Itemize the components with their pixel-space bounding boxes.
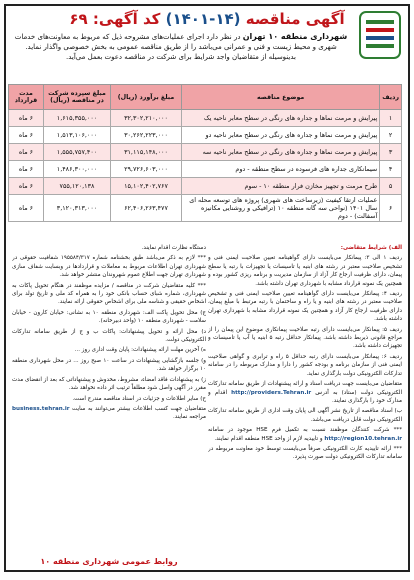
paragraph-text: و تاییدیه لازم از واحد HSE منطقه اقدام نمایند. — [214, 435, 323, 442]
paragraph — [208, 380, 402, 405]
table-header-row — [9, 85, 402, 110]
notice-header — [6, 6, 408, 80]
subtitle-lead: شهرداری منطقه ۱۰ تهران — [242, 32, 348, 41]
cell-subject: طرح مرمت و تجهیز مخازن فرار منطقه ۱۰ - سوم — [182, 178, 380, 195]
paragraph-text: مراجعه نمایند. — [172, 414, 206, 421]
cell-duration: ۶ ماه — [9, 144, 44, 161]
right-column — [208, 244, 402, 564]
notice-subtitle — [12, 32, 350, 62]
cell-estimate: ۳۲,۳۰۲,۲۱۰,۰۰۰ — [111, 110, 182, 127]
cell-estimate: ۳۰,۲۶۲,۲۲۳,۰۰۰ — [111, 127, 182, 144]
th-estimate: مبلغ برآورد (ریال) — [111, 85, 182, 110]
cell-subject: پیرایش و مرمت نماها و جداره های رنگی در سطح معابر ناحیه یک — [182, 110, 380, 127]
paragraph-text: *** شرکت کنندگان موظفند نسبت به تکمیل فرم HSE موجود در سامانه — [208, 427, 402, 434]
cell-duration: ۶ ماه — [9, 195, 44, 222]
paragraph-text: متقاضیان می‌بایست جهت دریافت اسناد و ارائه پیشنهادات از طریق سامانه تدارکات الکترونیکی دولت (ستاد) به آدرس — [208, 381, 402, 396]
th-subject: موضوع مناقصه — [182, 85, 380, 110]
th-deposit: مبلغ سپرده شرکت در مناقصه (ریال) — [44, 85, 111, 110]
region10-link[interactable]: http://region10.tehran.ir — [324, 435, 402, 442]
paragraph: دستگاه نظارت اقدام نمایند. — [141, 245, 206, 251]
cell-subject: پیرایش و مرمت نماها و جداره های رنگی در سطح معابر ناحیه دو — [182, 127, 380, 144]
cell-subject: عملیات ارتقا کیفیت (زیرساخت های شهری) پروژه های توسعه محله ای سال ۱۴۰۱ (نواحی سه گانه منطقه ۱۰ (ترافیکی و روشنایی مکانیزه آسفالت) - دوم — [182, 195, 380, 222]
tehran-municipality-logo — [358, 10, 402, 60]
cell-deposit: ۱,۵۱۳,۱۰۶,۰۰۰ — [44, 127, 111, 144]
cell-row-no: ۲ — [380, 127, 402, 144]
table-row — [9, 161, 402, 178]
paragraph: د) محل ارائه و تحویل پیشنهادات: پاکات ب و ج از طریق سامانه تدارکات الکترونیکی دولت. — [12, 328, 206, 344]
title-word: آگهی مناقصه — [245, 10, 345, 28]
cell-deposit: ۳,۱۲۰,۳۱۳,۰۰۰ — [44, 195, 111, 222]
cell-deposit: ۱,۵۵۵,۷۵۷,۴۰۰ — [44, 144, 111, 161]
table-row — [9, 178, 402, 195]
cell-duration: ۶ ماه — [9, 127, 44, 144]
paragraph: ز) به پیشنهادات فاقد امضاء، مشروط، مخدوش و پیشنهاداتی که بعد از انقضای مدت مقرر در آگهی واصل شود مطلقاً ترتیب اثر داده نخواهد شد. — [12, 376, 206, 392]
paragraph: ه) آخرین مهلت ارائه پیشنهادات: پایان وقت اداری روز ... — [74, 347, 206, 354]
cell-estimate: ۳۱,۱۱۵,۱۴۸,۰۰۰ — [111, 144, 182, 161]
th-duration: مدت قرارداد — [9, 85, 44, 110]
cell-deposit: ۱,۶۱۵,۳۵۵,۰۰۰ — [44, 110, 111, 127]
conditions-heading: الف) شرایط متقاضی: — [340, 245, 402, 251]
paragraph: و) جلسه بازگشایی پیشنهادات در ساعت ۱۰ صبح روز ... در محل شهرداری منطقه ۱۰ برگزار خواهد شد. — [12, 357, 206, 373]
cell-row-no: ۴ — [380, 161, 402, 178]
cell-estimate: ۲۹,۷۲۶,۶۰۳,۰۰۰ — [111, 161, 182, 178]
cell-row-no: ۱ — [380, 110, 402, 127]
table-row — [9, 110, 402, 127]
cell-duration: ۶ ماه — [9, 178, 44, 195]
paragraph: *** لازم به ذکر می‌باشد طبق بخشنامه شماره ۱۹۵۵۸۴/۳۱۷ شفافیت حقوقی در شهرداری تهران اطلاعات مربوط به معاملات و قراردادها در وبسایت شفاف سازی شهرداری تهران جهت اطلاع عموم شهروندان منتشر خواهد شد. — [12, 255, 206, 279]
cell-duration: ۶ ماه — [9, 110, 44, 127]
cell-row-no: ۳ — [380, 144, 402, 161]
paragraph: ردیف ۶: پیمانکار می‌بایست دارای رتبه حداقل ۵ راه و ترابری و گواهی صلاحیت ایمنی فنی از سازمان برنامه و بودجه کشور را دارا و مدارک مربوطه را در سامانه تدارکات الکترونیکی دولت بارگذاری نماید. — [208, 353, 402, 377]
providers-link[interactable]: http://providers.Tehran.ir — [231, 389, 312, 396]
table-row — [9, 127, 402, 144]
cell-estimate: ۱۵,۱۰۲,۴۰۲,۷۶۷ — [111, 178, 182, 195]
cell-estimate: ۶۲,۴۰۶,۲۶۳,۴۷۷ — [111, 195, 182, 222]
paragraph: *** کلیه متقاضیان شرکت در مناقصه / مزایده موظفند در هنگام تحویل پاکات به شهرداری، شماره شبای حساب بانکی خود را به همراه کد ملی و تاریخ تولد برای اشخاص حقیقی و شناسه ملی برای اشخاص حقوقی ارائه نمایند. — [12, 282, 206, 306]
left-column — [12, 244, 206, 564]
public-relations-signature: روابط عمومی شهرداری منطقه ۱۰ — [40, 557, 178, 566]
notice-body — [12, 244, 402, 564]
notice-title — [66, 10, 348, 28]
paragraph: ب) اسناد مناقصه از تاریخ نشر آگهی الی پایان وقت اداری از طریق سامانه تدارکات الکترونیکی دولت قابل دریافت می‌باشد. — [208, 408, 402, 423]
paragraph-text: متقاضیان جهت کسب اطلاعات بیشتر می‌توانند به سایت — [72, 405, 206, 412]
paragraph: ح) سایر اطلاعات و جزئیات در اسناد مناقصه مندرج است. — [72, 395, 206, 402]
paragraph: ردیف ۵: پیمانکار می‌بایست دارای رتبه صلاحیت پیمانکاری موضوع این پیمان را از مراجع قانونی ذیربط داشته باشد. پیمانکار حداقل رتبه ۵ ابنیه یا آب یا تاسیسات و تجهیزات داشته باشد. — [208, 326, 402, 350]
subtitle-rest: در نظر دارد اجرای عملیات‌های مشروحه ذیل که مربوط به معاونت‌های خدمات شهری و محیط زیست و فنی و عمرانی می‌باشد را از طریق مناقصه عمومی به بخش خصوصی واگذار نماید. بدینوسیله از متقاضیان واجد شرایط برای شرکت در مناقصه دعوت بعمل می‌آید. — [14, 33, 337, 61]
paragraph — [208, 426, 402, 443]
paragraph: ردیف ۱ الی ۳: پیمانکار می‌بایست دارای گواهینامه تعیین صلاحیت ایمنی فنی و تشخیص صلاحیت معتبر در رشته های ابنیه یا تاسیسات یا تجهیزات با رتبه یا سطح پیمان، دارای ظرفیت ارجاع کار آزاد از سازمان مدیریت و برنامه ریزی کشور بوده و همچنین یک نمونه قرارداد مشابه با شهرداری تهران داشته باشد. — [208, 255, 402, 287]
paragraph-text: اقدام و مدارک خود را بارگذاری نمایند. — [208, 389, 402, 404]
cell-deposit: ۷۵۵,۱۲۰,۱۳۸ — [44, 178, 111, 195]
cell-duration: ۶ ماه — [9, 161, 44, 178]
cell-deposit: ۱,۴۸۶,۳۰۰,۰۰۰ — [44, 161, 111, 178]
tender-notice — [4, 4, 410, 572]
business-link[interactable]: business.tehran.ir — [12, 405, 70, 412]
paragraph: *** ارائه تاییدیه کارت الکترونیکی صرفاً می‌بایست توسط خود معاونت مربوطه در سامانه تدارکات الکترونیکی دولت صورت پذیرد. — [208, 445, 402, 461]
cell-subject: پیرایش و مرمت نماها و جداره های رنگی در سطح معابر ناحیه سه — [182, 144, 380, 161]
ad-code: کد آگهی: ۶۹ — [69, 10, 161, 28]
cell-row-no: ۵ — [380, 178, 402, 195]
tender-table — [8, 84, 402, 222]
paragraph: ج) محل تحویل پاکت الف: شهرداری منطقه ۱۰ به نشانی: خیابان کارون - خیابان سلامت - شهرداری منطقه ۱۰ (واحد دبیرخانه). — [12, 309, 206, 325]
cell-row-no: ۶ — [380, 195, 402, 222]
paragraph: ردیف ۴: پیمانکار می‌بایست دارای گواهینامه تعیین صلاحیت ایمنی فنی و تشخیص صلاحیت معتبر در رشته های ابنیه و یا راه و ساختمان با رتبه مرتبط با مبلغ پیمان، دارای ظرفیت ارجاع کار آزاد و همچنین یک نمونه قرارداد مشابه با شهرداری تهران داشته باشد. — [208, 291, 402, 323]
table-row — [9, 195, 402, 222]
table-row — [9, 144, 402, 161]
th-row-no: ردیف — [380, 85, 402, 110]
paragraph — [12, 405, 206, 422]
cell-subject: سیمانکاری جداره های فرسوده در سطح منطقه - دوم — [182, 161, 380, 178]
title-number: (۱۴-۱۴۰۱) — [165, 10, 241, 28]
